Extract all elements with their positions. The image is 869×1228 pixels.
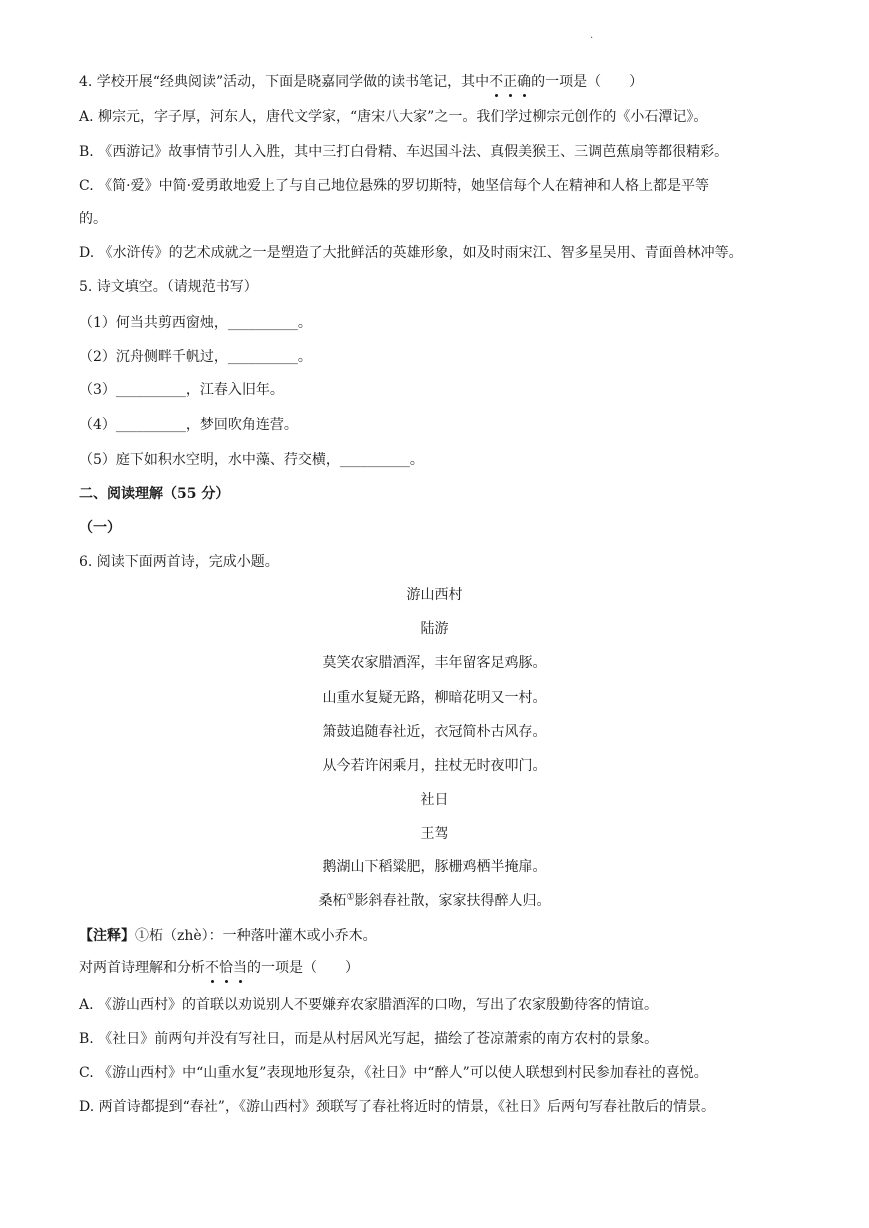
poem1-author: 陆游 xyxy=(420,621,449,637)
header-dot: . xyxy=(590,30,594,41)
q5-item-3: （3）__________，江春入旧年。 xyxy=(79,382,284,398)
q4-option-c: C. 《简·爱》中简·爱勇敢地爱上了与自己地位悬殊的罗切斯特，她坚信每个人在精神和人格上都是平等 xyxy=(79,178,710,194)
q5-item-5: （5）庭下如积水空明，水中藻、荇交横，__________。 xyxy=(79,452,424,468)
q6-option-c: C. 《游山西村》中“山重水复”表现地形复杂，《社日》中“醉人”可以使人联想到村民参加春社的喜悦。 xyxy=(79,1065,708,1081)
poem1-line-4: 从今若许闲乘月，拄杖无时夜叩门。 xyxy=(322,758,547,774)
q4-stem: 4. 学校开展“经典阅读”活动，下面是晓嘉同学做的读书笔记，其中不正确的一项是（ ） xyxy=(79,74,644,90)
section-subtitle: （一） xyxy=(79,520,121,536)
emphasis-char: 不 xyxy=(489,74,504,90)
poem2-title: 社日 xyxy=(420,792,449,808)
poem2-line-2: 桑柘①影斜春社散，家家扶得醉人归。 xyxy=(318,892,551,909)
poem2-author: 王驾 xyxy=(420,826,449,842)
poem1-line-2: 山重水复疑无路，柳暗花明又一村。 xyxy=(322,690,547,706)
q6-stem: 6. 阅读下面两首诗，完成小题。 xyxy=(79,554,279,570)
q6-question: 对两首诗理解和分析不恰当的一项是（ ） xyxy=(79,960,359,976)
emphasis-char: 不 xyxy=(205,960,219,976)
q5-item-2: （2）沉舟侧畔千帆过，__________。 xyxy=(79,349,312,365)
q4-option-a: A. 柳宗元，字子厚，河东人，唐代文学家，“唐宋八大家”之一。我们学过柳宗元创作的《小石潭记》。 xyxy=(79,109,708,125)
emphasis-char: 正 xyxy=(503,74,518,90)
q5-item-4: （4）__________，梦回吹角连营。 xyxy=(79,417,298,433)
note xyxy=(79,926,377,946)
section-title: 二、阅读理解（55 分） xyxy=(79,486,230,502)
q5-item-1: （1）何当共剪西窗烛，__________。 xyxy=(79,315,312,331)
note-label: 【注释】 xyxy=(79,928,135,944)
q4-option-c-cont: 的。 xyxy=(79,211,107,227)
emphasis-char: 当 xyxy=(233,960,247,976)
q6-option-b: B. 《社日》前两句并没有写社日，而是从村居风光写起，描绘了苍凉萧索的南方农村的景象。 xyxy=(79,1031,659,1047)
note-text: ①柘（zhè）：一种落叶灌木或小乔木。 xyxy=(135,928,377,944)
q6-option-a: A. 《游山西村》的首联以劝说别人不要嫌弃农家腊酒浑的口吻，写出了农家殷勤待客的情谊。 xyxy=(79,997,659,1013)
footnote-marker: ① xyxy=(346,892,355,903)
emphasis-char: 确 xyxy=(517,74,532,90)
q5-stem: 5. 诗文填空。（请规范书写） xyxy=(79,279,258,295)
q6-option-d: D. 两首诗都提到“春社”，《游山西村》颈联写了春社将近时的情景，《社日》后两句写春社散后的情景。 xyxy=(79,1099,715,1115)
poem1-title: 游山西村 xyxy=(406,587,463,603)
q4-option-d: D. 《水浒传》的艺术成就之一是塑造了大批鲜活的英雄形象，如及时雨宋江、智多星吴用、青面兽林冲等。 xyxy=(79,245,743,261)
poem1-line-1: 莫笑农家腊酒浑，丰年留客足鸡豚。 xyxy=(322,655,547,671)
poem1-line-3: 箫鼓追随春社近，衣冠简朴古风存。 xyxy=(322,724,547,740)
emphasis-char: 恰 xyxy=(219,960,233,976)
q4-option-b: B. 《西游记》故事情节引人入胜，其中三打白骨精、车迟国斗法、真假美猴王、三调芭蕉扇等都很精彩。 xyxy=(79,144,729,160)
poem2-line-1: 鹅湖山下稻粱肥，豚栅鸡栖半掩扉。 xyxy=(322,859,547,875)
